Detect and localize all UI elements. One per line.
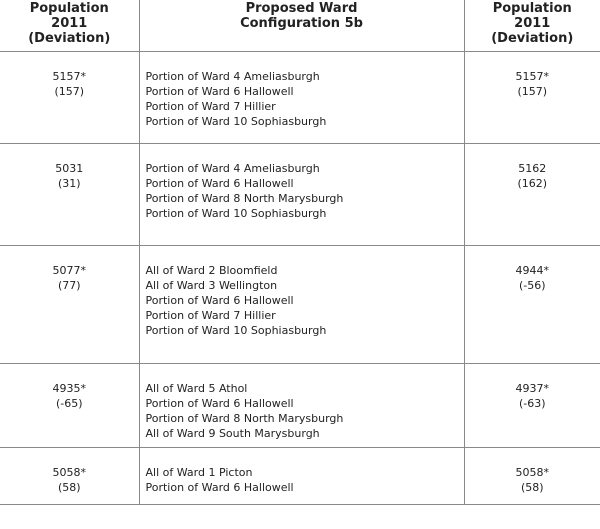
ward-list-cell	[139, 52, 464, 144]
population-left-cell	[0, 364, 139, 448]
table-row	[0, 52, 600, 144]
ward-item: All of Ward 9 South Marysburgh	[145, 427, 320, 440]
table-row	[0, 364, 600, 448]
header-population-right	[464, 0, 600, 52]
population-left-cell	[0, 52, 139, 144]
ward-item: Portion of Ward 8 North Marysburgh	[145, 192, 344, 205]
population-value: 5157*	[52, 70, 86, 83]
ward-item: Portion of Ward 4 Ameliasburgh	[145, 162, 320, 175]
ward-item: All of Ward 2 Bloomfield	[145, 264, 278, 277]
header-text: Population	[29, 1, 109, 16]
population-value: 5058*	[515, 466, 549, 479]
population-value: 4944*	[515, 264, 549, 277]
deviation-value: (58)	[520, 481, 544, 494]
population-right-cell	[464, 448, 600, 505]
population-value: 5157*	[515, 70, 549, 83]
deviation-value: (157)	[517, 85, 548, 98]
ward-list-cell	[139, 246, 464, 364]
header-population-left	[0, 0, 139, 52]
deviation-value: (58)	[57, 481, 81, 494]
ward-item: Portion of Ward 6 Hallowell	[145, 177, 294, 190]
header-text: 2011	[514, 16, 551, 31]
ward-item: Portion of Ward 6 Hallowell	[145, 397, 294, 410]
ward-item: All of Ward 3 Wellington	[145, 279, 278, 292]
header-text: 2011	[51, 16, 88, 31]
population-value: 5058*	[52, 466, 86, 479]
ward-list-cell	[139, 448, 464, 505]
header-text: Configuration 5b	[240, 16, 363, 31]
deviation-value: (31)	[57, 177, 81, 190]
population-value: 5162	[518, 162, 547, 175]
deviation-value: (77)	[57, 279, 81, 292]
header-proposed-ward	[139, 0, 464, 52]
population-left-cell	[0, 246, 139, 364]
population-left-cell	[0, 144, 139, 246]
header-text: (Deviation)	[491, 31, 574, 46]
population-right-cell	[464, 144, 600, 246]
header-text: Proposed Ward	[245, 1, 358, 16]
header-text: Population	[492, 1, 572, 16]
ward-list-cell	[139, 364, 464, 448]
table-header-row	[0, 0, 600, 52]
ward-item: All of Ward 1 Picton	[145, 466, 253, 479]
table-row	[0, 448, 600, 505]
ward-item: Portion of Ward 6 Hallowell	[145, 294, 294, 307]
population-value: 5031	[55, 162, 84, 175]
deviation-value: (162)	[517, 177, 548, 190]
ward-list-cell	[139, 144, 464, 246]
population-left-cell	[0, 448, 139, 505]
header-text: (Deviation)	[28, 31, 111, 46]
ward-item: Portion of Ward 6 Hallowell	[145, 85, 294, 98]
population-value: 4935*	[52, 382, 86, 395]
ward-item: Portion of Ward 7 Hillier	[145, 309, 276, 322]
table-row	[0, 144, 600, 246]
population-value: 5077*	[52, 264, 86, 277]
ward-item: All of Ward 5 Athol	[145, 382, 248, 395]
deviation-value: (157)	[54, 85, 85, 98]
population-right-cell	[464, 52, 600, 144]
population-value: 4937*	[515, 382, 549, 395]
table-row	[0, 246, 600, 364]
ward-item: Portion of Ward 8 North Marysburgh	[145, 412, 344, 425]
ward-item: Portion of Ward 7 Hillier	[145, 100, 276, 113]
ward-item: Portion of Ward 4 Ameliasburgh	[145, 70, 320, 83]
ward-item: Portion of Ward 6 Hallowell	[145, 481, 294, 494]
deviation-value: (-65)	[55, 397, 83, 410]
ward-item: Portion of Ward 10 Sophiasburgh	[145, 115, 327, 128]
deviation-value: (-56)	[518, 279, 546, 292]
ward-item: Portion of Ward 10 Sophiasburgh	[145, 207, 327, 220]
deviation-value: (-63)	[518, 397, 546, 410]
population-right-cell	[464, 246, 600, 364]
population-right-cell	[464, 364, 600, 448]
ward-item: Portion of Ward 10 Sophiasburgh	[145, 324, 327, 337]
